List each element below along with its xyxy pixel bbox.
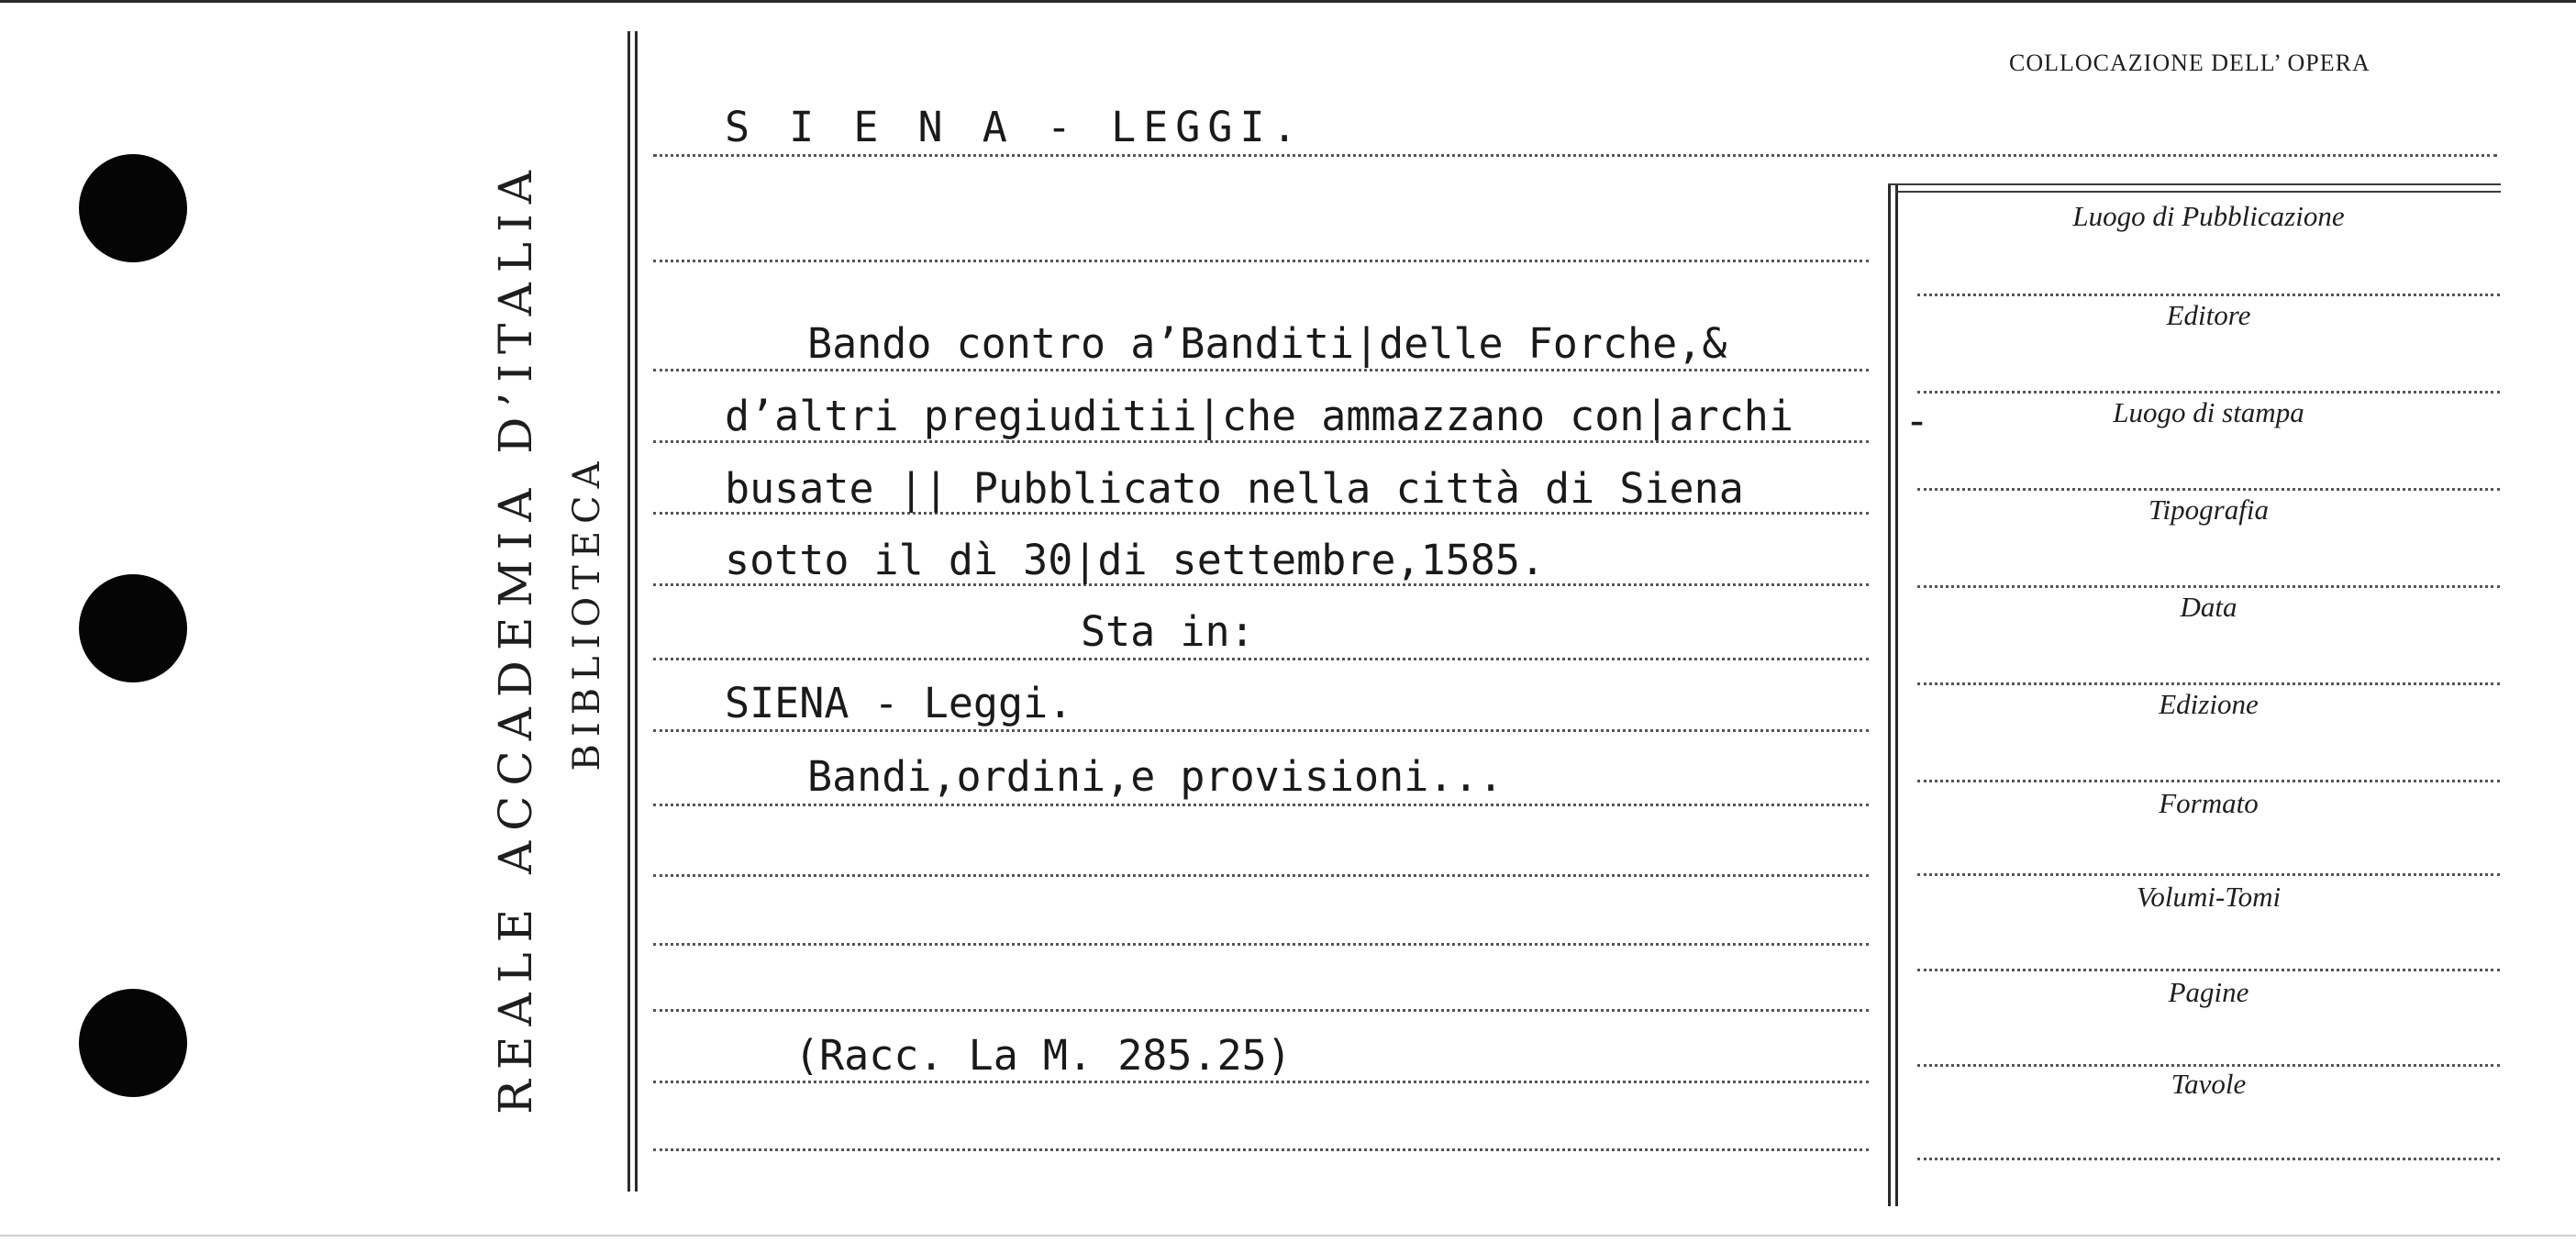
dotted-line-4 <box>653 440 1869 443</box>
collocation-header: COLLOCAZIONE DELL’ OPERA <box>2009 50 2371 76</box>
punch-hole-middle <box>79 574 187 682</box>
right-panel-rule-b <box>1895 183 1898 1206</box>
field-line-6 <box>1917 780 2500 782</box>
field-label-volumi-tomi: Volumi-Tomi <box>2136 881 2282 913</box>
right-panel-top-rule-b <box>1895 191 2501 193</box>
dotted-line-2 <box>653 260 1869 262</box>
dotted-line-12 <box>653 1009 1869 1012</box>
field-label-formato: Formato <box>2159 787 2259 819</box>
series-heading: SIENA - Leggi. <box>725 679 1073 727</box>
field-label-luogo-pubblicazione: Luogo di Pubblicazione <box>2072 200 2345 232</box>
field-line-9 <box>1917 1064 2500 1067</box>
field-line-2 <box>1917 391 2500 394</box>
field-line-5 <box>1917 682 2500 685</box>
card-bottom-edge <box>0 1235 2576 1236</box>
field-label-data: Data <box>2180 591 2237 623</box>
field-line-4 <box>1917 585 2500 588</box>
dotted-line-13 <box>653 1081 1869 1083</box>
field-label-edizione: Edizione <box>2159 688 2259 720</box>
field-line-1 <box>1917 294 2500 296</box>
field-line-3 <box>1917 488 2500 491</box>
dotted-line-11 <box>653 943 1869 946</box>
right-panel-top-rule-a <box>1888 183 2501 185</box>
field-label-editore: Editore <box>2166 299 2251 331</box>
field-label-tipografia: Tipografia <box>2149 493 2269 526</box>
title-line-2: d’altri pregiuditii|che ammazzano con|archi <box>725 392 1793 440</box>
shelfmark: (Racc. La M. 285.25) <box>794 1031 1292 1080</box>
dotted-line-10 <box>653 874 1869 877</box>
library-label: BIBLIOTECA <box>566 454 608 771</box>
field-line-8 <box>1917 969 2500 971</box>
field-label-pagine: Pagine <box>2168 976 2249 1008</box>
sta-in-label: Sta in: <box>1081 607 1255 656</box>
dotted-line-3 <box>653 369 1869 371</box>
subject-heading: S I E N A - LEGGI. <box>725 103 1305 151</box>
field-line-10 <box>1917 1158 2500 1160</box>
heading-dotted-line <box>653 154 2497 157</box>
dotted-line-8 <box>653 729 1869 732</box>
field-label-luogo-stampa: Luogo di stampa <box>2113 396 2304 428</box>
dotted-line-7 <box>653 658 1869 660</box>
title-line-4: sotto il dì 30|di settembre,1585. <box>725 536 1546 584</box>
institution-name: REALE ACCADEMIA D’ITALIA <box>489 161 542 1114</box>
left-double-rule-a <box>627 31 630 1192</box>
series-title: Bandi,ordini,e provisioni... <box>807 752 1504 801</box>
title-line-3: busate || Pubblicato nella città di Siena <box>725 464 1744 513</box>
left-double-rule-b <box>635 31 638 1192</box>
punch-hole-top <box>79 154 187 262</box>
title-line-1: Bando contro a’Banditi|delle Forche,& <box>807 319 1727 368</box>
line-break-hyphen: - <box>1904 396 1930 445</box>
dotted-line-14 <box>653 1148 1869 1151</box>
punch-hole-bottom <box>79 989 187 1097</box>
right-panel-rule-a <box>1888 183 1891 1206</box>
field-line-7 <box>1917 873 2500 876</box>
card-top-edge <box>0 0 2576 3</box>
field-label-tavole: Tavole <box>2171 1068 2247 1100</box>
dotted-line-9 <box>653 804 1869 806</box>
